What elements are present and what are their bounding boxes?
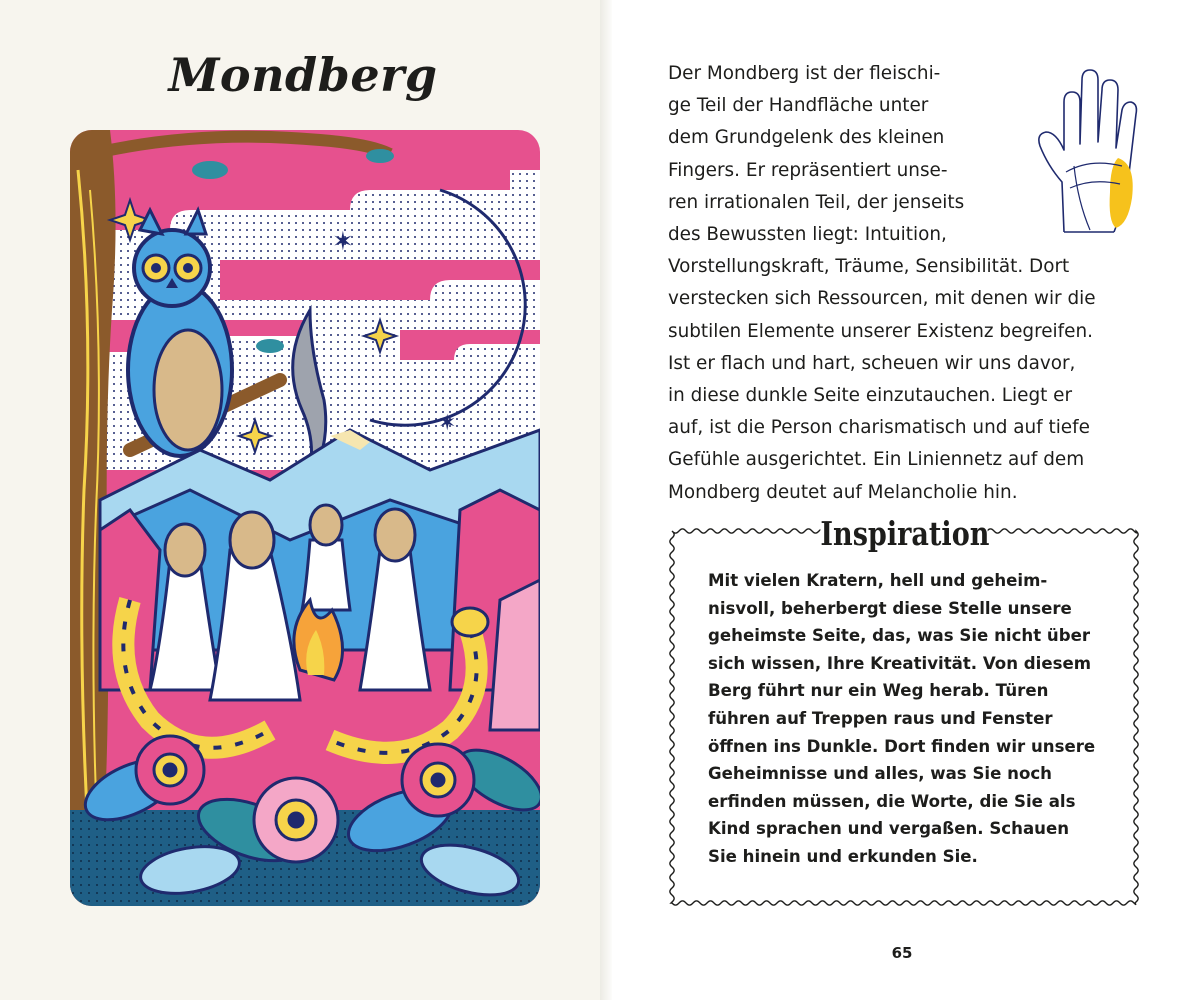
paragraph-line: auf, ist die Person charismatisch und auf tiefe — [668, 417, 1090, 439]
tarot-card-illustration — [70, 130, 540, 906]
inspiration-line: Geheimnisse und alles, was Sie noch — [708, 764, 1052, 784]
inspiration-title: Inspiration — [820, 511, 987, 559]
paragraph-line: Fingers. Er repräsentiert unse- — [668, 159, 948, 181]
paragraph-line: ge Teil der Handfläche unter — [668, 95, 929, 117]
inspiration-line: führen auf Treppen raus und Fenster — [708, 708, 1053, 728]
inspiration-line: sich wissen, Ihre Kreativität. Von diesem — [708, 653, 1092, 673]
inspiration-line: nisvoll, beherbergt diese Stelle unsere — [708, 598, 1072, 618]
card-artwork — [70, 130, 540, 906]
inspiration-line: geheimste Seite, das, was Sie nicht über — [708, 626, 1091, 646]
paragraph-line: Mondberg deutet auf Melancholie hin. — [668, 481, 1018, 503]
inspiration-line: erfinden müssen, die Worte, die Sie als — [708, 791, 1076, 811]
svg-text:✶: ✶ — [438, 411, 457, 436]
inspiration-line: Mit vielen Kratern, hell und geheim- — [708, 571, 1048, 590]
paragraph-line: dem Grundgelenk des kleinen — [668, 127, 945, 149]
svg-text:✶: ✶ — [332, 227, 354, 257]
main-paragraph — [668, 58, 1142, 509]
paragraph-line: Gefühle ausgerichtet. Ein Liniennetz auf dem — [668, 449, 1085, 471]
inspiration-box — [668, 514, 1140, 907]
inspiration-text — [708, 567, 1108, 871]
card-title: Mondberg — [168, 48, 438, 102]
palm-hand-icon — [1034, 62, 1142, 244]
paragraph-line: des Bewussten liegt: Intuition, — [668, 224, 947, 246]
inspiration-line: öffnen ins Dunkle. Dort finden wir unsere — [708, 736, 1096, 756]
inspiration-line: Berg führt nur ein Weg herab. Türen — [708, 681, 1049, 701]
inspiration-line: Sie hinein und erkunden Sie. — [708, 846, 978, 866]
inspiration-line: Kind sprachen und vergaßen. Schauen — [708, 819, 1070, 839]
paragraph-line: in diese dunkle Seite einzutauchen. Liegt er — [668, 385, 1073, 407]
paragraph-line: verstecken sich Ressourcen, mit denen wir die — [668, 288, 1096, 310]
paragraph-line: subtilen Elemente unserer Existenz begreifen. — [668, 320, 1093, 342]
paragraph-line: Vorstellungskraft, Träume, Sensibilität. Dort — [668, 256, 1070, 278]
paragraph-line: ren irrationalen Teil, der jenseits — [668, 191, 965, 213]
paragraph-line: Ist er flach und hart, scheuen wir uns davor, — [668, 352, 1076, 374]
page-number: 65 — [891, 944, 913, 962]
paragraph-line: Der Mondberg ist der fleischi- — [668, 63, 941, 84]
